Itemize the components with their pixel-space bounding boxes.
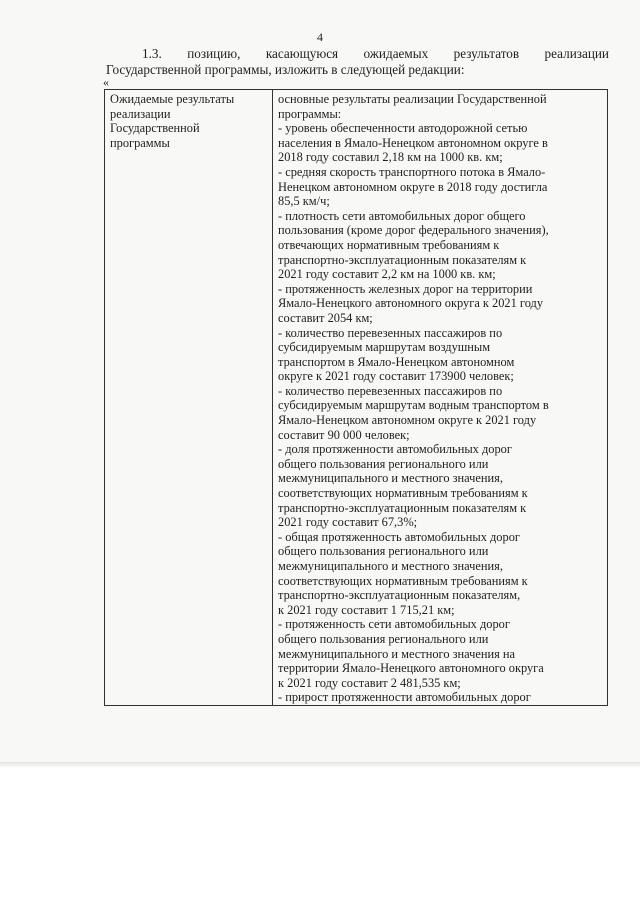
- content-line: общего пользования регионального или: [278, 631, 489, 646]
- content-line: - общая протяженность автомобильных дорог: [278, 529, 520, 544]
- content-line: составит 2054 км;: [278, 310, 373, 325]
- content-line: 85,5 км/ч;: [278, 194, 330, 209]
- content-line: отвечающих нормативным требованиям к: [278, 237, 500, 252]
- content-line: составит 90 000 человек;: [278, 427, 410, 442]
- content-line: субсидируемым маршрутам водным транспортом в: [278, 398, 549, 413]
- content-line: 2021 году составит 2,2 км на 1000 кв. км;: [278, 267, 496, 282]
- content-line: общего пользования регионального или: [278, 544, 489, 559]
- content-line: Ямало-Ненецком автономном округе к 2021 году: [278, 413, 537, 428]
- paragraph-line: Государственной программы, изложить в следующей редакции:: [106, 61, 465, 77]
- content-line: транспортно-эксплуатационным показателям к: [278, 252, 527, 267]
- content-line: - доля протяженности автомобильных дорог: [278, 442, 512, 457]
- content-line: - уровень обеспеченности автодорожной сетью: [278, 121, 528, 136]
- content-line: к 2021 году составит 1 715,21 км;: [278, 602, 455, 617]
- content-line: Ямало-Ненецкого автономного округа к 2021 году: [278, 296, 544, 311]
- content-line: - количество перевезенных пассажиров по: [278, 325, 503, 340]
- results-table: [104, 89, 608, 706]
- content-line: транспортно-эксплуатационным показателям,: [278, 588, 521, 603]
- content-line: - количество перевезенных пассажиров по: [278, 383, 503, 398]
- content-line: 2018 году составил 2,18 км на 1000 кв. км;: [278, 150, 503, 165]
- opening-quote: «: [103, 75, 109, 89]
- content-line: межмуниципального и местного значения,: [278, 471, 503, 486]
- content-line: - протяженность железных дорог на территории: [278, 281, 533, 296]
- content-line: транспортом в Ямало-Ненецком автономном: [278, 354, 515, 369]
- content-line: - протяженность сети автомобильных дорог: [278, 617, 510, 632]
- page-number: 4: [317, 30, 323, 44]
- amendment-paragraph: [106, 46, 609, 77]
- page-edge-shadow: [0, 762, 640, 768]
- content-line: субсидируемым маршрутам воздушным: [278, 340, 491, 355]
- paragraph-line: 1.3. позицию, касающуюся ожидаемых результатов реализации: [142, 46, 609, 61]
- content-line: - прирост протяженности автомобильных дорог: [278, 690, 531, 705]
- content-line: - средняя скорость транспортного потока в Ямало-: [278, 164, 546, 179]
- content-line: округе к 2021 году составит 173900 человек;: [278, 369, 514, 384]
- table-content-cell: [273, 90, 608, 706]
- label-line: программы: [110, 135, 170, 150]
- content-line: Ненецком автономном округе в 2018 году достигла: [278, 179, 548, 194]
- content-line: - плотность сети автомобильных дорог общего: [278, 208, 526, 223]
- label-line: Ожидаемые результаты: [110, 92, 235, 106]
- content-line: соответствующих нормативным требованиям к: [278, 573, 528, 588]
- content-line: территории Ямало-Ненецкого автономного округа: [278, 661, 544, 676]
- content-line: межмуниципального и местного значения на: [278, 646, 516, 661]
- content-line: основные результаты реализации Государственной: [278, 92, 547, 106]
- label-line: Государственной: [110, 121, 200, 136]
- content-line: программы:: [278, 106, 342, 121]
- content-line: 2021 году составит 67,3%;: [278, 515, 418, 530]
- content-line: транспортно-эксплуатационным показателям к: [278, 500, 527, 515]
- table-label-cell: [105, 90, 273, 706]
- table-row: [105, 90, 608, 706]
- label-line: реализации: [110, 106, 171, 121]
- content-line: населения в Ямало-Ненецком автономном округе в: [278, 135, 548, 150]
- content-line: общего пользования регионального или: [278, 456, 489, 471]
- content-line: межмуниципального и местного значения,: [278, 559, 503, 573]
- content-line: пользования (кроме дорог федерального значения),: [278, 223, 549, 238]
- content-line: к 2021 году составит 2 481,535 км;: [278, 675, 461, 690]
- content-line: соответствующих нормативным требованиям к: [278, 486, 528, 501]
